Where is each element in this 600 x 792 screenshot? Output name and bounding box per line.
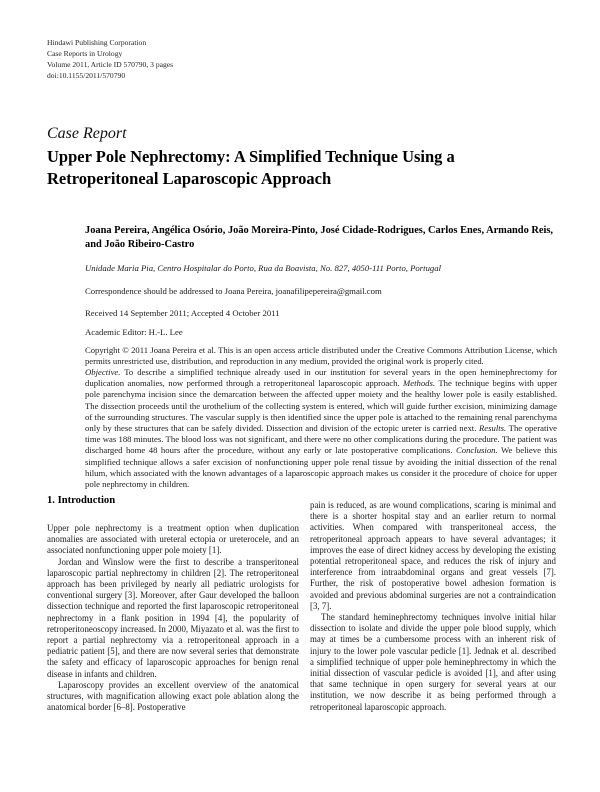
volume-info: Volume 2011, Article ID 570790, 3 pages — [47, 59, 174, 69]
publisher-block — [47, 38, 173, 82]
abstract-conclusion-text: We believe this simplified technique allows a safer excision of nonfunctioning upper pole renal tissue by avoiding the initial dissection of the renal hilum, which associated with the known advantages of a laparoscopic approach makes us consider it the procedure of choice for upper pole nephrectomy in children. — [85, 445, 558, 490]
copyright-notice: Copyright © 2011 Joana Pereira et al. This is an open access article distributed under the Creative Commons Attribution License, which permits unrestricted use, distribution, and reproduction in any medium, provided the original work is properly cited. — [85, 345, 557, 366]
affiliation: Unidade Maria Pia, Centro Hospitalar do Porto, Rua da Boavista, No. 827, 4050-111 Porto, Portugal — [85, 263, 442, 273]
abstract-results-text: The operative time was 188 minutes. The blood loss was not significant, and there were no other complications during the procedure. The patient was discharged home 48 hours after the procedure, without any early or late postoperative complications. — [85, 423, 558, 456]
intro-paragraph: Jordan and Winslow were the first to describe a transperitoneal laparoscopic partial nephrectomy in children [2]. The retroperitoneal approach has been privileged by nearly all pediatric urologists for conventional surgery [3]. Moreover, after Gaur developed the balloon dissection technique and reported the first laparoscopic retroperitoneal nephrectomy in a flank position in 1994 [4], the popularity of retroperitoneoscopy increased. In 2000, Miyazato et al. was the first to report a partial nephrectomy via a retroperitoneal approach in a pediatric patient [5], and there are now several series that demonstrate the safety and efficacy of laparoscopic approaches for benign renal disease in infants and children. — [47, 556, 299, 679]
doi: doi:10.1155/2011/570790 — [47, 70, 126, 80]
intro-column-right — [310, 500, 556, 713]
article-type-label: Case Report — [47, 125, 127, 142]
abstract — [85, 367, 557, 490]
intro-paragraph: pain is reduced, as are wound complications, scaring is minimal and there is a shorter hospital stay and an earlier return to normal activities. When compared with transperitoneal access, the retroperitoneal approach appears to have several advantages; it improves the ease of direct kidney access by developing the existing potential retroperitoneal space, and reduces the risk of injury and interference from intraabdominal organs and great vessels [7]. Further, the risk of postoperative bowel adhesion formation is avoided and previous abdominal surgeries are not a contraindication [3, 7]. — [310, 500, 556, 611]
abstract-methods-label: Methods. — [402, 378, 436, 389]
correspondence-line: Correspondence should be addressed to Joana Pereira, joanafilipepereira@gmail.com — [85, 286, 382, 296]
intro-paragraph: Upper pole nephrectomy is a treatment option when duplication anomalies are associated with ureteral ectopia or ureterocele, and an associated nonfunctioning upper pole moiety [1]. — [47, 523, 299, 556]
intro-column-left — [47, 523, 299, 713]
abstract-objective-label: Objective. — [85, 367, 121, 377]
section-heading-introduction: 1. Introduction — [47, 495, 116, 506]
intro-paragraph: Laparoscopy provides an excellent overview of the anatomical structures, with magnification allowing exact pole ablation along the anatomical border [6–8]. Postoperative — [47, 679, 299, 713]
intro-paragraph: The standard heminephrectomy techniques involve initial hilar dissection to isolate and divide the upper pole blood supply, which may at times be a cumbersome process with an inherent risk of injury to the lower pole vascular pedicle [1]. Jednak et al. described a simplified technique of upper pole heminephrectomy in which the initial dissection of vascular pedicle is avoided [1], and after using that same technique in open surgery for several years at our institution, we now describe it as being performed through a retroperitoneal laparoscopic approach. — [310, 612, 556, 712]
abstract-results-label: Results. — [478, 423, 507, 434]
abstract-objective-text: To describe a simplified technique already used in our institution for several years in the open heminephrectomy for duplication anomalies, now performed through a retroperitoneal laparoscopic approach. — [85, 367, 557, 389]
academic-editor: Academic Editor: H.-L. Lee — [85, 327, 183, 337]
author-list: Joana Pereira, Angélica Osório, João Moreira-Pinto, José Cidade-Rodrigues, Carlos Enes, Armando Reis, and João Ribeiro-Castro — [85, 225, 554, 250]
publisher-name: Hindawi Publishing Corporation — [47, 38, 147, 47]
journal-name: Case Reports in Urology — [47, 48, 123, 58]
abstract-conclusion-label: Conclusion. — [455, 445, 498, 456]
abstract-methods-text: The technique begins with upper pole parenchyma incision since the demarcation between the affected upper moiety and the healthy lower pole is easily established. The dissection proceeds until the urothelium of the collecting system is entered, which will guide further excision, minimizing damage of the surrounding structures. The vascular supply is then identified since the upper pole is attached to the remaining renal parenchyma only by these structures that can be safely divided. Dissection and division of the ectopic ureter is carried next. — [85, 378, 558, 434]
article-title: Upper Pole Nephrectomy: A Simplified Technique Using a Retroperitoneal Laparoscopic Approach — [47, 147, 455, 188]
received-accepted-dates: Received 14 September 2011; Accepted 4 October 2011 — [85, 308, 280, 318]
